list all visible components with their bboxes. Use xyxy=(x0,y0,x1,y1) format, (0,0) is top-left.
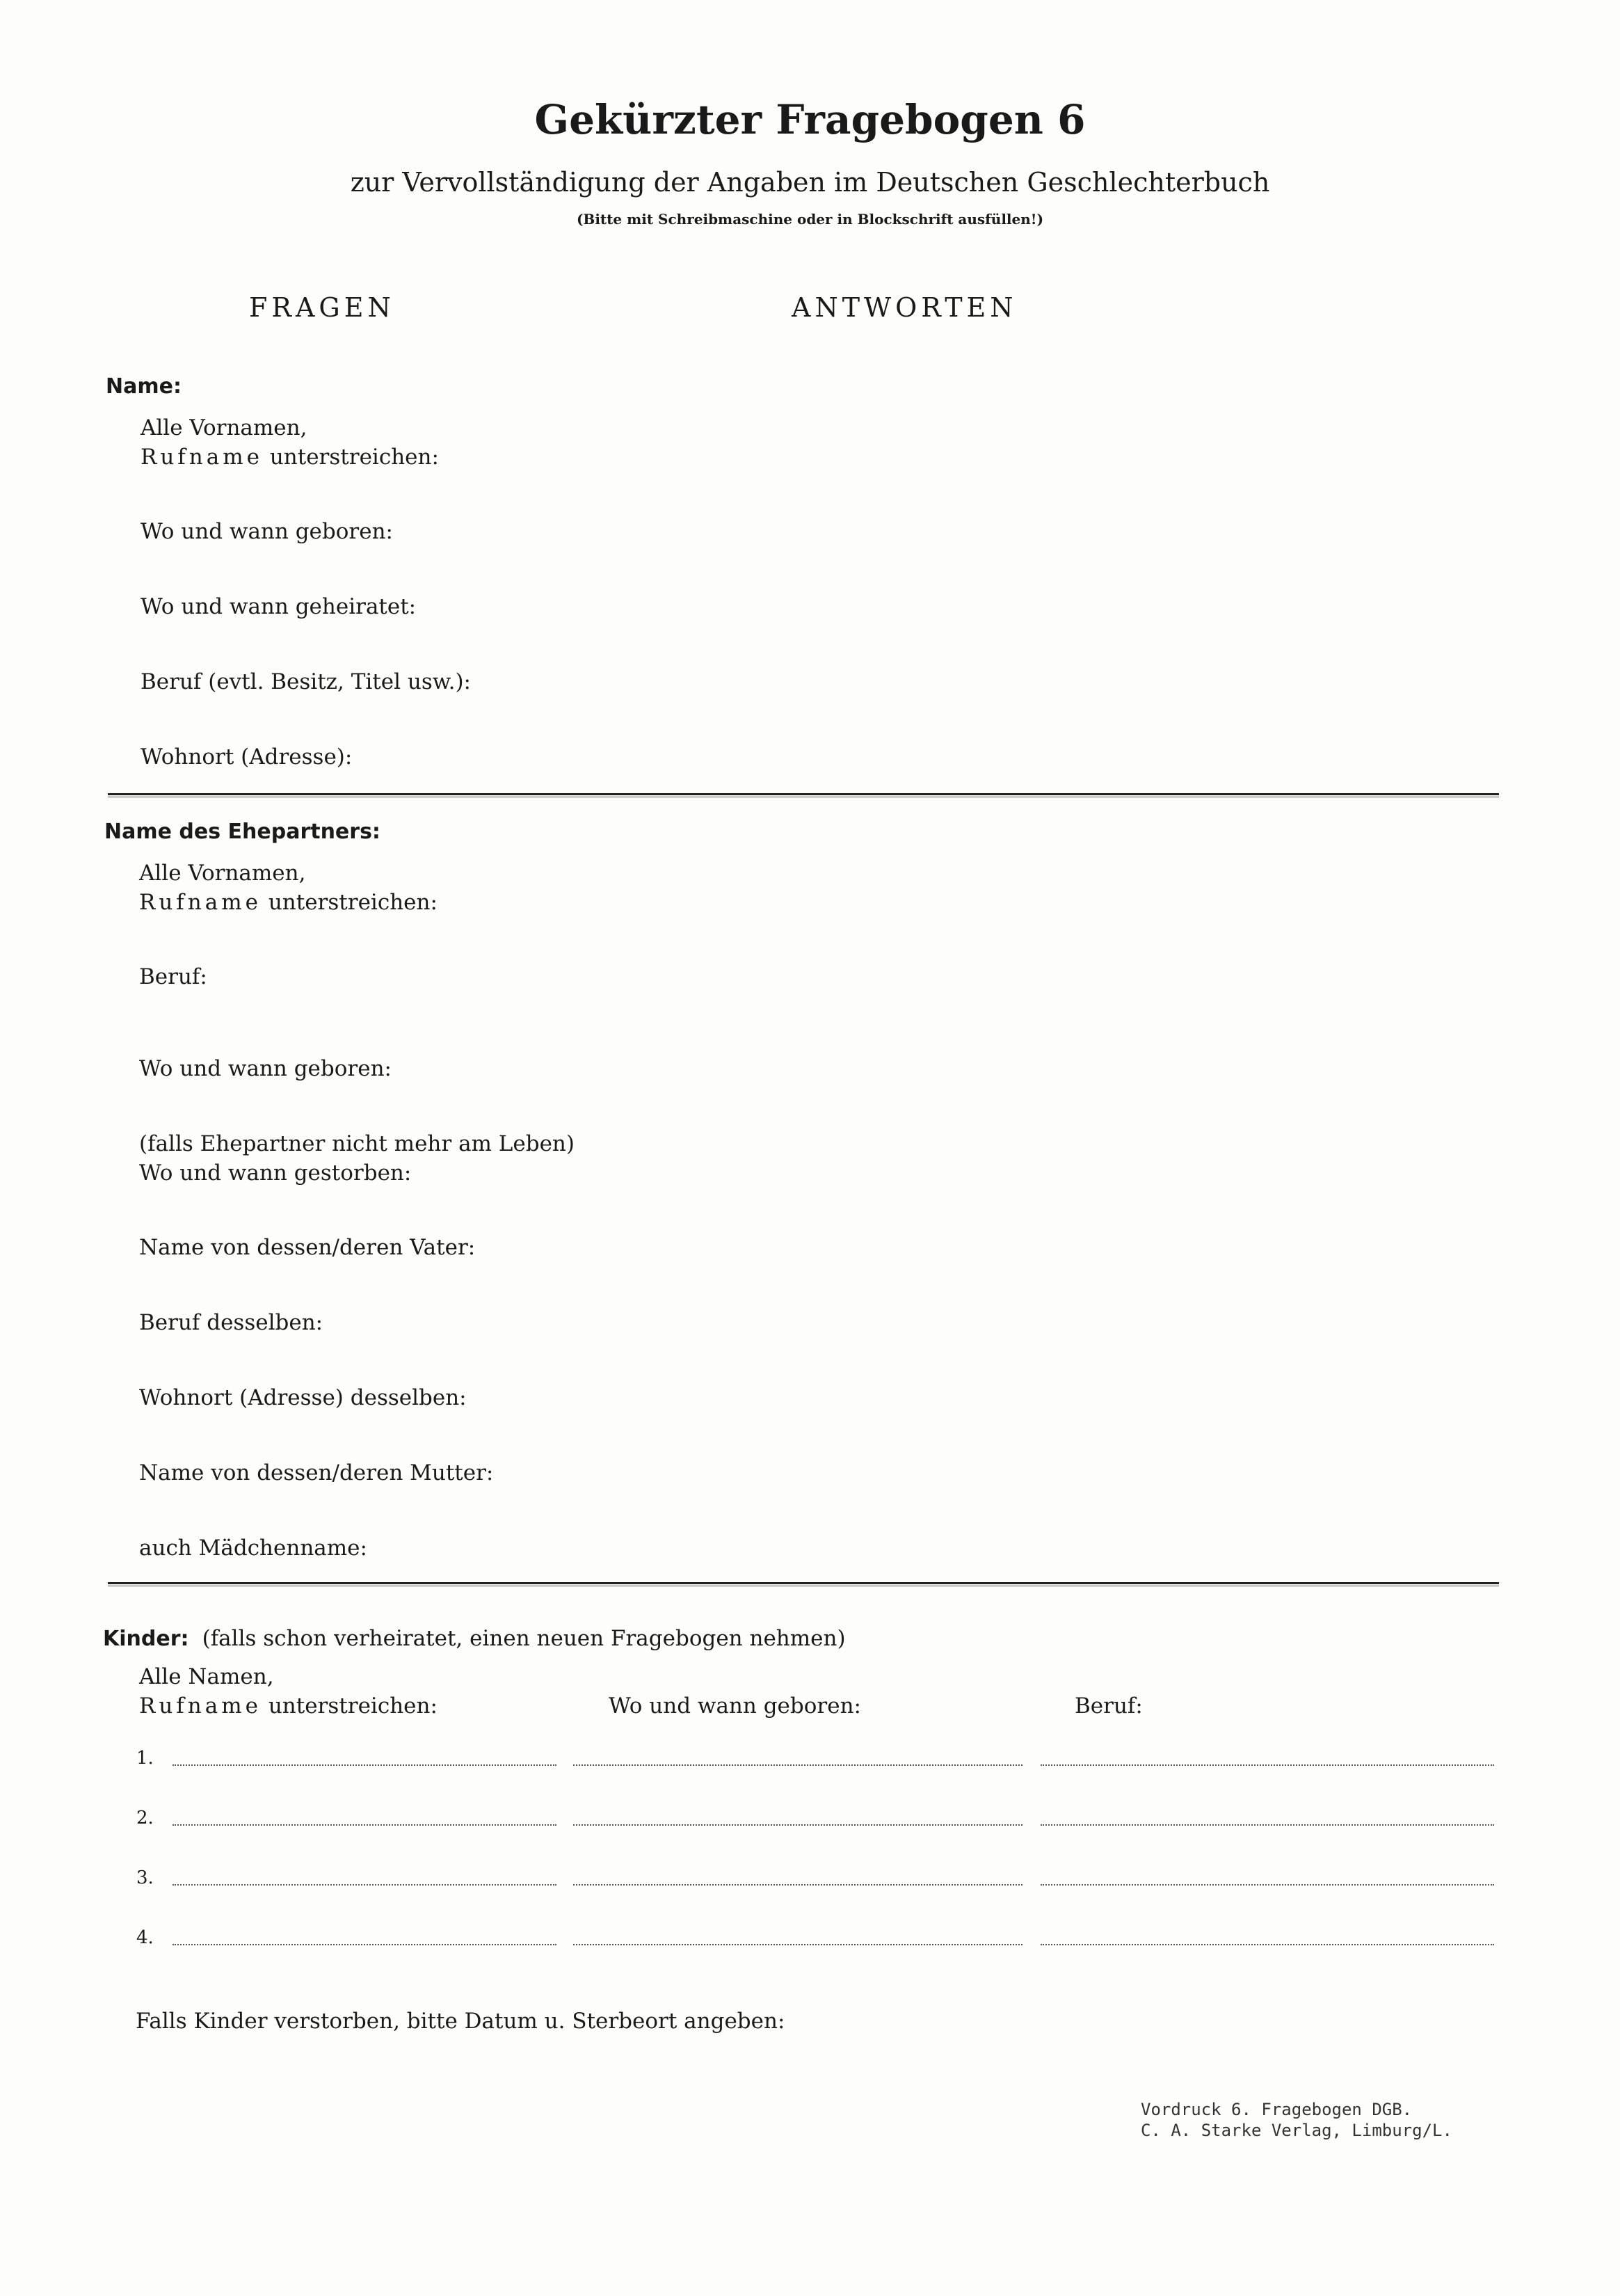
form-title: Gekürzter Fragebogen 6 xyxy=(534,96,1086,143)
question-geheiratet: Wo und wann geheiratet: xyxy=(141,594,417,619)
partner-question-gestorben xyxy=(139,1129,575,1188)
kinder-verstorben-question: Falls Kinder verstorben, bitte Datum u. Sterbeort angeben: xyxy=(136,2009,785,2034)
kinder-row3-beruf-field[interactable] xyxy=(1041,1884,1494,1886)
partner-question-vater: Name von dessen/deren Vater: xyxy=(139,1235,476,1260)
question-vornamen-line1: Alle Vornamen, xyxy=(141,415,307,440)
partner-question-geboren: Wo und wann geboren: xyxy=(139,1056,392,1081)
section-label-name: Name: xyxy=(106,374,182,399)
section-label-kinder: Kinder: xyxy=(103,1627,189,1651)
kinder-row2-name-field[interactable] xyxy=(173,1824,556,1826)
kinder-row1-name-field[interactable] xyxy=(173,1764,556,1766)
kinder-row-number: 2. xyxy=(136,1808,154,1828)
kinder-row-number: 4. xyxy=(136,1927,154,1948)
partner-question-maedchenname: auch Mädchenname: xyxy=(139,1536,367,1561)
kinder-row2-beruf-field[interactable] xyxy=(1041,1824,1494,1826)
footer-line1: Vordruck 6. Fragebogen DGB. xyxy=(1141,2100,1413,2119)
kinder-row3-geboren-field[interactable] xyxy=(573,1884,1022,1886)
column-header-fragen: FRAGEN xyxy=(249,292,395,323)
fill-instruction-note: (Bitte mit Schreibmaschine oder in Blockschrift ausfüllen!) xyxy=(576,211,1044,228)
section-divider-1 xyxy=(108,793,1499,797)
kinder-col-namen xyxy=(139,1662,438,1721)
question-rufname-line xyxy=(141,443,439,472)
partner-question-mutter: Name von dessen/deren Mutter: xyxy=(139,1460,494,1485)
kinder-row1-geboren-field[interactable] xyxy=(573,1764,1022,1766)
kinder-col-beruf: Beruf: xyxy=(1075,1693,1143,1719)
kinder-row4-beruf-field[interactable] xyxy=(1041,1944,1494,1945)
kinder-col-geboren: Wo und wann geboren: xyxy=(609,1693,861,1719)
partner-vornamen-line1: Alle Vornamen, xyxy=(139,861,306,886)
question-beruf: Beruf (evtl. Besitz, Titel usw.): xyxy=(141,669,472,694)
kinder-rufname-line xyxy=(139,1691,438,1721)
section-label-ehepartner: Name des Ehepartners: xyxy=(104,820,380,844)
kinder-row2-geboren-field[interactable] xyxy=(573,1824,1022,1826)
column-header-antworten: ANTWORTEN xyxy=(792,292,1018,323)
footer-line2: C. A. Starke Verlag, Limburg/L. xyxy=(1141,2121,1452,2140)
kinder-heading xyxy=(103,1624,846,1653)
kinder-rufname-word: Rufname xyxy=(139,1693,262,1719)
kinder-row3-name-field[interactable] xyxy=(173,1884,556,1886)
publisher-footer xyxy=(1141,2099,1452,2141)
question-geboren: Wo und wann geboren: xyxy=(141,519,393,544)
partner-rufname-word: Rufname xyxy=(139,890,262,915)
partner-rufname-line xyxy=(139,888,438,917)
partner-unterstreichen-word: unterstreichen: xyxy=(268,890,438,915)
unterstreichen-word: unterstreichen: xyxy=(269,445,439,470)
section-divider-2 xyxy=(108,1582,1499,1586)
kinder-row4-geboren-field[interactable] xyxy=(573,1944,1022,1945)
kinder-row-number: 3. xyxy=(136,1867,154,1888)
form-subtitle: zur Vervollständigung der Angaben im Deutschen Geschlechterbuch xyxy=(350,167,1270,198)
partner-question-vornamen xyxy=(139,859,438,917)
kinder-unterstreichen-word: unterstreichen: xyxy=(268,1693,438,1719)
kinder-row4-name-field[interactable] xyxy=(173,1944,556,1945)
question-wohnort: Wohnort (Adresse): xyxy=(141,744,353,770)
partner-question-wohnort-desselben: Wohnort (Adresse) desselben: xyxy=(139,1385,467,1410)
partner-question-beruf: Beruf: xyxy=(139,964,207,989)
rufname-word: Rufname xyxy=(141,445,263,470)
partner-question-beruf-desselben: Beruf desselben: xyxy=(139,1310,323,1335)
kinder-row1-beruf-field[interactable] xyxy=(1041,1764,1494,1766)
kinder-row-number: 1. xyxy=(136,1748,154,1769)
partner-gestorben-line: Wo und wann gestorben: xyxy=(139,1161,412,1186)
kinder-hint: (falls schon verheiratet, einen neuen Fragebogen nehmen) xyxy=(202,1626,846,1651)
kinder-alle-namen: Alle Namen, xyxy=(139,1664,274,1689)
partner-falls-tot: (falls Ehepartner nicht mehr am Leben) xyxy=(139,1131,575,1156)
question-vornamen xyxy=(141,413,439,472)
